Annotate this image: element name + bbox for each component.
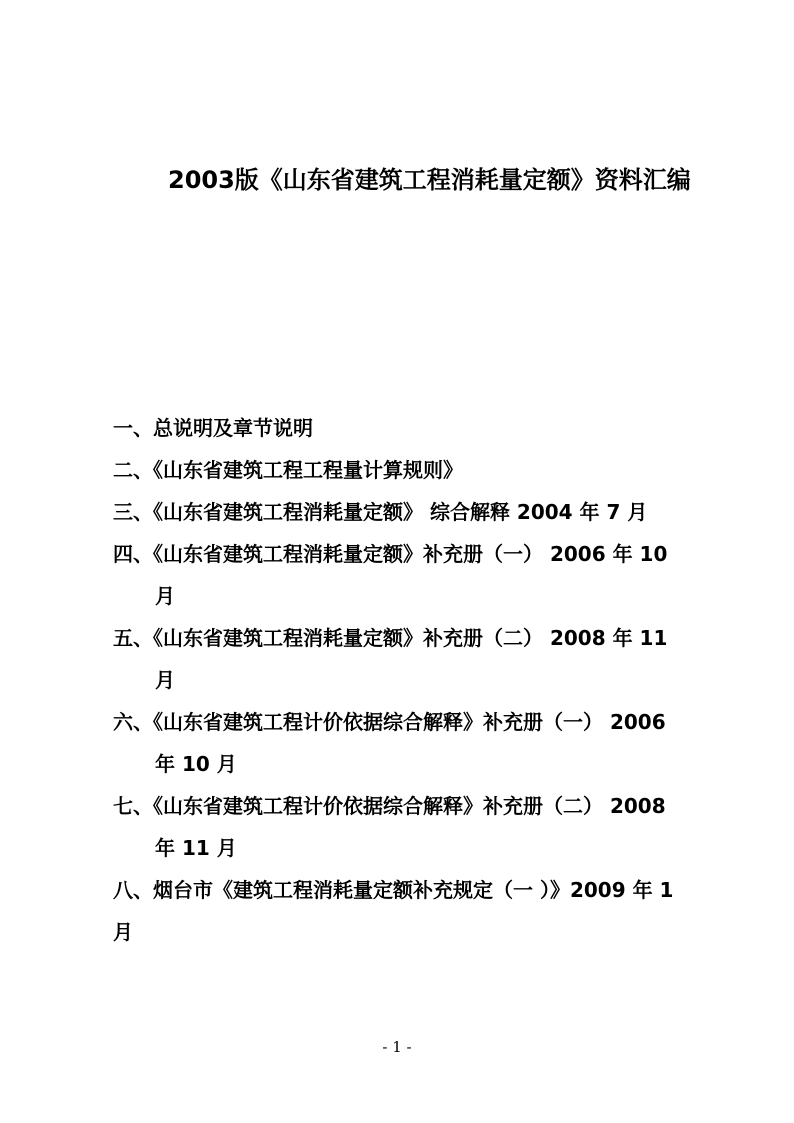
toc-item-line: 一、总说明及章节说明 — [113, 416, 313, 440]
toc-item-7 — [113, 785, 691, 869]
toc-item-5 — [113, 617, 691, 701]
toc-item-8 — [113, 869, 691, 953]
toc-item-line: 五、《山东省建筑工程消耗量定额》补充册（二） 2008 年 11 — [113, 626, 668, 650]
toc-item-2 — [113, 449, 691, 491]
toc-item-line: 八、烟台市《建筑工程消耗量定额补充规定（一 ）》2009 年 1 — [113, 878, 674, 902]
toc-item-line: 四、《山东省建筑工程消耗量定额》补充册（一） 2006 年 10 — [113, 542, 668, 566]
toc-item-line: 二、《山东省建筑工程工程量计算规则》 — [113, 458, 463, 482]
toc-item-line: 七、《山东省建筑工程计价依据综合解释》补充册（二） 2008 — [113, 794, 666, 818]
toc-item-1 — [113, 407, 691, 449]
toc-item-3 — [113, 491, 691, 533]
document-title: 2003版《山东省建筑工程消耗量定额》资料汇编 — [168, 166, 691, 194]
toc-item-4 — [113, 533, 691, 617]
toc-item-line: 六、《山东省建筑工程计价依据综合解释》补充册（一） 2006 — [113, 710, 666, 734]
toc-item-continuation: 年 10 月 — [155, 752, 237, 776]
toc-item-continuation: 月 — [113, 920, 133, 944]
page-number: - 1 - — [382, 1038, 412, 1056]
toc-item-line: 三、《山东省建筑工程消耗量定额》 综合解释 2004 年 7 月 — [113, 500, 648, 524]
toc-item-continuation: 月 — [155, 584, 175, 608]
toc-item-continuation: 年 11 月 — [155, 836, 237, 860]
table-of-contents — [113, 407, 691, 953]
toc-item-continuation: 月 — [155, 668, 175, 692]
toc-item-6 — [113, 701, 691, 785]
